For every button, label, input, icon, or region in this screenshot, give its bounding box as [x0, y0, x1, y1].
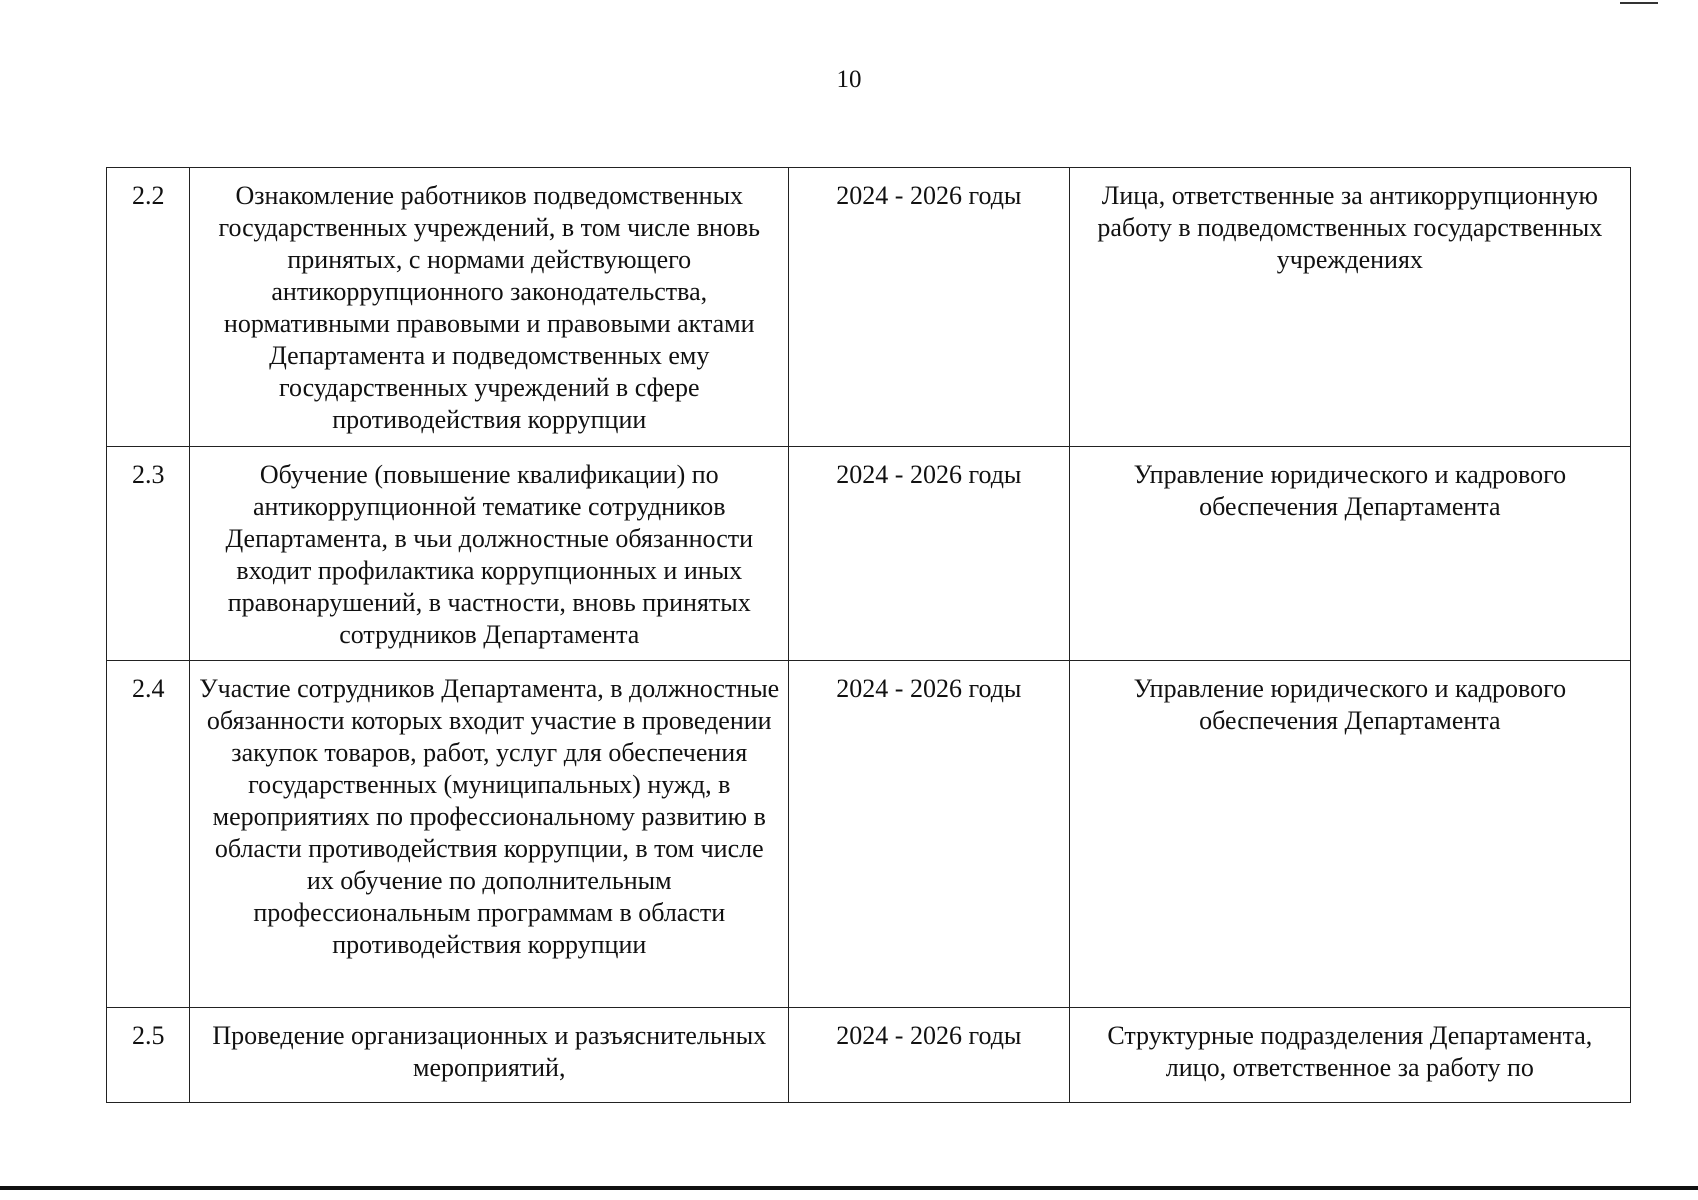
row-number-cell: 2.3: [107, 447, 190, 661]
row-number-cell: 2.2: [107, 168, 190, 447]
term-cell: 2024 - 2026 годы: [789, 447, 1070, 661]
row-number-cell: 2.4: [107, 661, 190, 1008]
activity-cell: Ознакомление работников подведомственных государственных учреждений, в том числе вновь принятых, с нормами действующего антикоррупционного законодательства, нормативными правовыми и правовыми актами Департамента и подведомственных ему государственных учреждений в сфере противодействия коррупции: [190, 168, 789, 447]
top-scan-mark: [1620, 2, 1658, 4]
row-number-cell: 2.5: [107, 1008, 190, 1103]
page-number: 10: [836, 66, 862, 93]
bottom-scan-edge: [0, 1186, 1698, 1190]
table-row: [107, 661, 1631, 1008]
term-cell: 2024 - 2026 годы: [789, 1008, 1070, 1103]
activity-cell: Участие сотрудников Департамента, в должностные обязанности которых входит участие в проведении закупок товаров, работ, услуг для обеспечения государственных (муниципальных) нужд, в мероприятиях по профессиональному развитию в области противодействия коррупции, в том числе их обучение по дополнительным профессиональным программам в области противодействия коррупции: [190, 661, 789, 1008]
responsible-cell: Лица, ответственные за антикоррупционную работу в подведомственных государственных учреждениях: [1069, 168, 1630, 447]
responsible-cell: Структурные подразделения Департамента, лицо, ответственное за работу по: [1069, 1008, 1630, 1103]
activity-cell: Проведение организационных и разъяснительных мероприятий,: [190, 1008, 789, 1103]
table-row: [107, 168, 1631, 447]
measures-table: [106, 167, 1631, 1103]
responsible-cell: Управление юридического и кадрового обеспечения Департамента: [1069, 661, 1630, 1008]
term-cell: 2024 - 2026 годы: [789, 661, 1070, 1008]
activity-cell: Обучение (повышение квалификации) по антикоррупционной тематике сотрудников Департамента, в чьи должностные обязанности входит профилактика коррупционных и иных правонарушений, в частности, вновь принятых сотрудников Департамента: [190, 447, 789, 661]
term-cell: 2024 - 2026 годы: [789, 168, 1070, 447]
responsible-cell: Управление юридического и кадрового обеспечения Департамента: [1069, 447, 1630, 661]
table-row: [107, 1008, 1631, 1103]
table-row: [107, 447, 1631, 661]
